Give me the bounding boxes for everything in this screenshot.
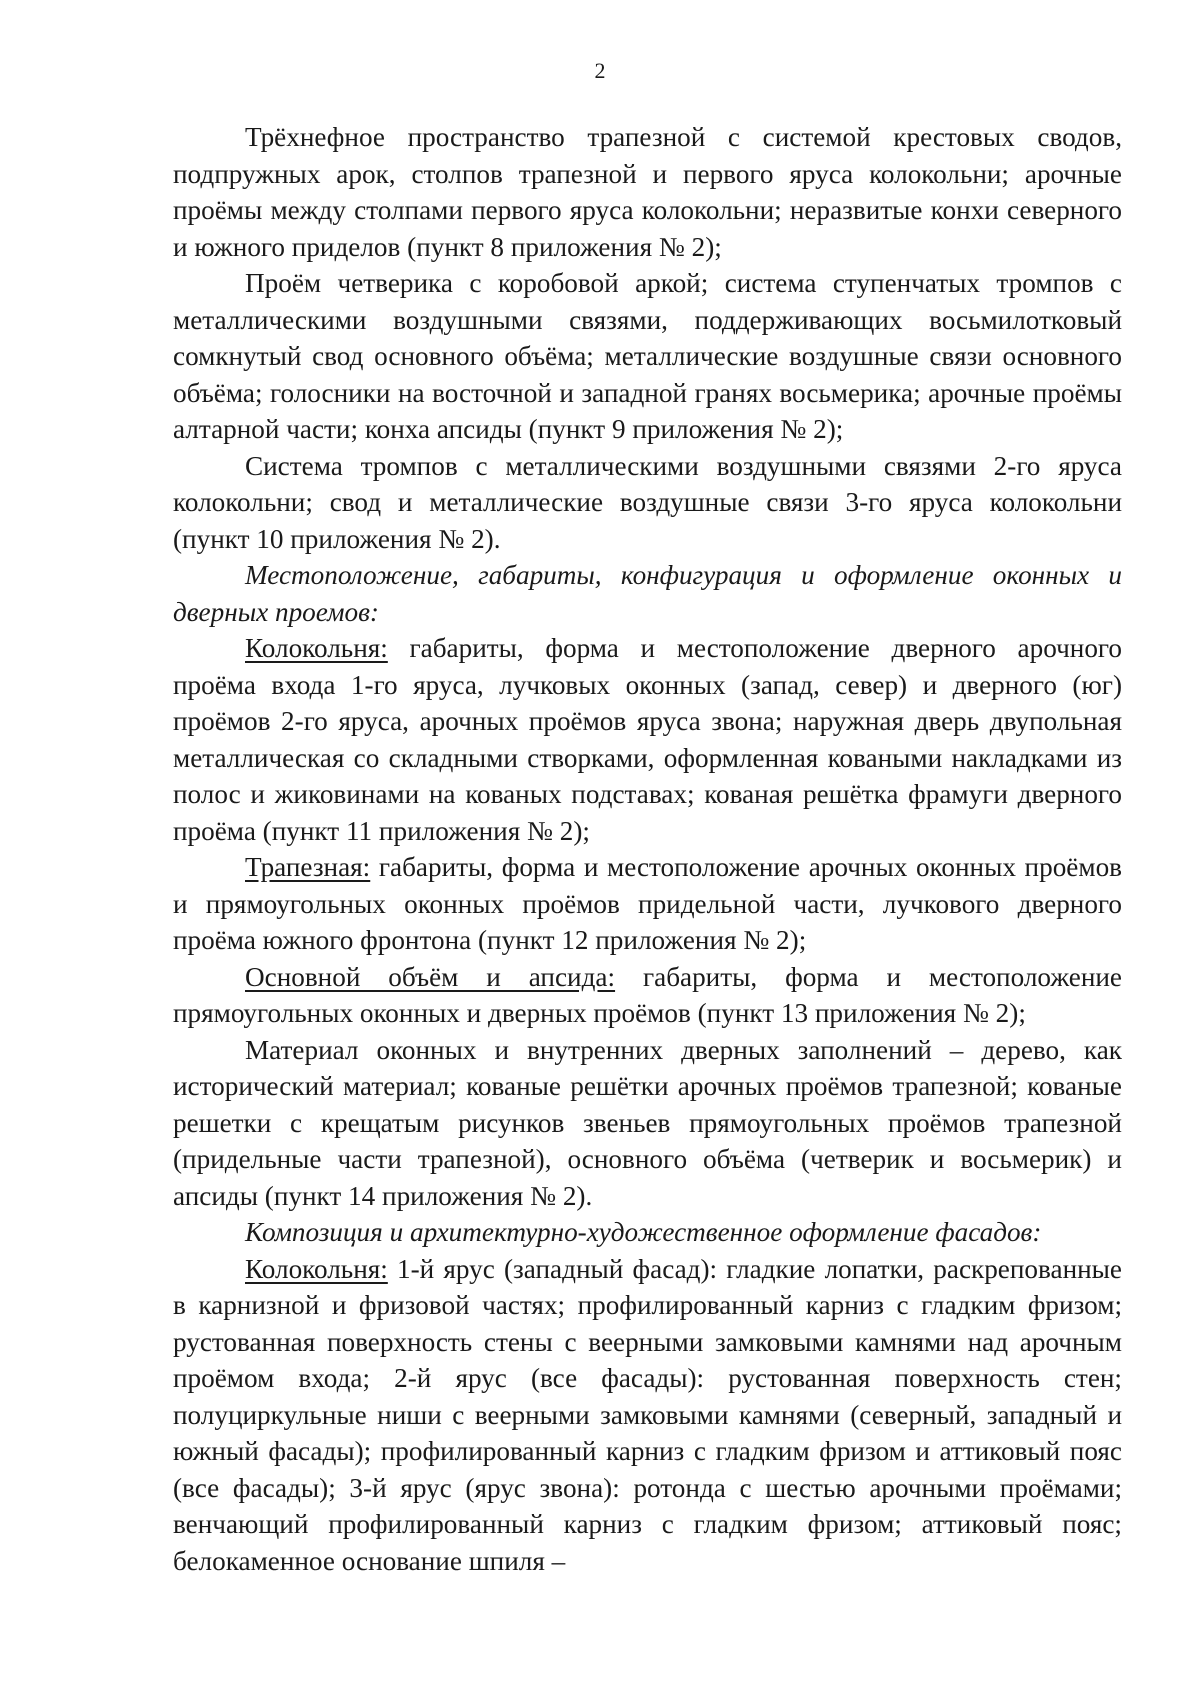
page-number: 2 [594,58,606,83]
item-label: Основной объём и апсида: [245,961,616,992]
item-label: Трапезная: [245,852,371,882]
section-heading-facades: Композиция и архитектурно-художественное оформление фасадов: [245,1217,1042,1247]
item-label: Колокольня: [245,1253,388,1284]
item-text: габариты, форма и местоположение прямоугольных оконных и дверных проёмов (пункт 13 приложения № 2); [173,961,1122,1028]
item-label: Колокольня: [245,633,388,663]
item-text: габариты, форма и местоположение арочных оконных проёмов и прямоугольных оконных проёмов придельной части, лучкового дверного проёма южного фронтона (пункт 12 приложения № 2); [173,852,1122,955]
paragraph-main-volume-openings [173,959,1122,1032]
paragraph-fillings-material: Материал оконных и внутренних дверных заполнений – дерево, как исторический материал; кованые решётки арочных проёмов трапезной; кованые решетки с крещатым рисунков звеньев прямоугольных проёмов трапезной (придельные части трапезной), основного объёма (четверик и восьмерик) и апсиды (пункт 14 приложения № 2). [173,1034,1122,1211]
paragraph-belltower-openings [173,630,1122,849]
section-heading-openings: Местоположение, габариты, конфигурация и оформление оконных и дверных проемов: [173,560,1122,627]
item-text: габариты, форма и местоположение дверного арочного проёма входа 1-го яруса, лучковых оконных (запад, север) и дверного (юг) проёмов 2-го яруса, арочных проёмов яруса звона; наружная дверь двупольная металлическая со складными створками, оформленная коваными накладками из полос и жиковинами на кованых подставах; кованая решётка фрамуги дверного проёма (пункт 11 приложения № 2); [173,633,1122,846]
paragraph-quadrangle-opening: Проём четверика с коробовой аркой; система ступенчатых тромпов с металлическими воздушными связями, поддерживающих восьмилотковый сомкнутый свод основного объёма; металлические воздушные связи основного объёма; голосники на восточной и западной гранях восьмерика; арочные проёмы алтарной части; конха апсиды (пункт 9 приложения № 2); [173,268,1122,444]
paragraph-squinch-system: Система тромпов с металлическими воздушными связями 2-го яруса колокольни; свод и металлические воздушные связи 3-го яруса колокольни (пункт 10 приложения № 2). [173,450,1122,554]
paragraph-belltower-facades [173,1251,1122,1580]
item-text: 1-й ярус (западный фасад): гладкие лопатки, раскрепованные в карнизной и фризовой частях; профилированный карниз с гладким фризом; рустованная поверхность стены с веерными замковыми камнями над арочным проёмом входа; 2-й ярус (все фасады): рустованная поверхность стен; полуциркульные ниши с веерными замковыми камнями (северный, западный и южный фасады); профилированный карниз с гладким фризом и аттиковый пояс (все фасады); 3-й ярус (ярус звона): ротонда с шестью арочными проёмами; венчающий профилированный карниз с гладким фризом; аттиковый пояс; белокаменное основание шпиля – [173,1253,1122,1576]
document-body [173,119,1122,1579]
paragraph-refectory-interior: Трёхнефное пространство трапезной с системой крестовых сводов, подпружных арок, столпов трапезной и первого яруса колокольни; арочные проёмы между столпами первого яруса колокольни; неразвитые конхи северного и южного приделов (пункт 8 приложения № 2); [173,122,1122,262]
paragraph-refectory-openings [173,849,1122,959]
